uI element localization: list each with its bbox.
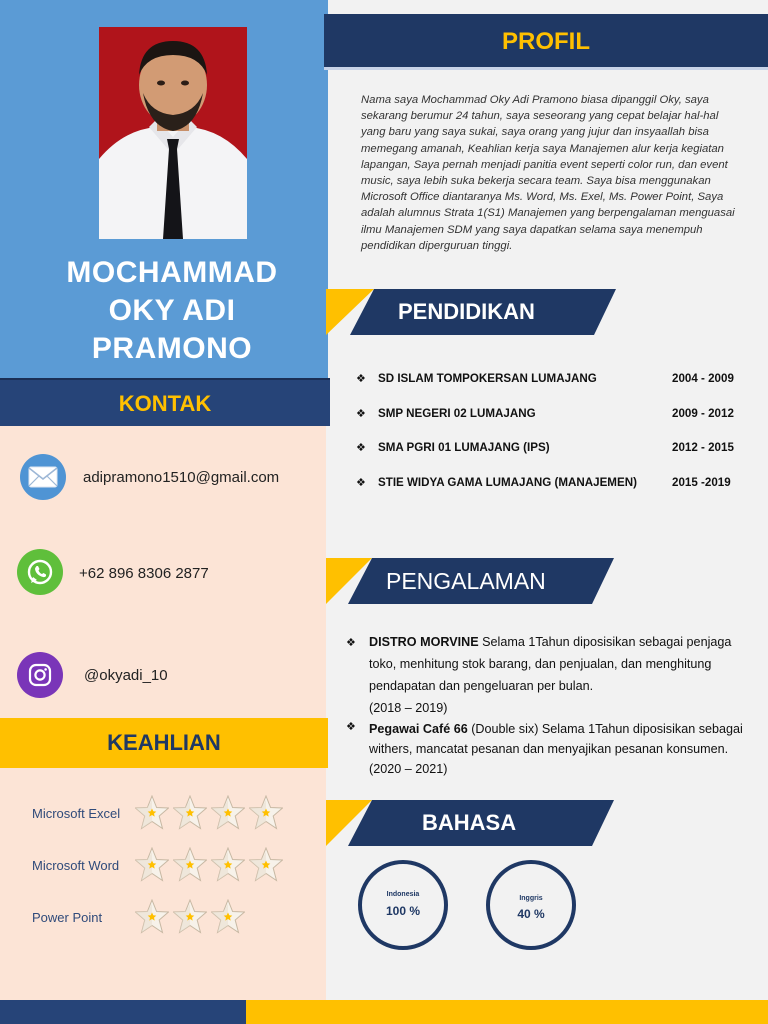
- star-icon: [135, 899, 169, 940]
- profil-paragraph: Nama saya Mochammad Oky Adi Pramono biasa dipanggil Oky, saya sekarang berumur 24 tahun, saya seseorang yang cepat belajar hal-hal yang baru yang saya sukai, saya orang yang jujur dan insyaallah bisa memegang amanah, Keahlian kerja saya Manajemen alur kerja kegiatan lapangan, Saya pernah menjadi panitia event seperti color run, dan event music, saya lebih suka bekerja secara team. Saya bisa menggunakan Microsoft Office diantaranya Ms. Word, Ms. Exel, Ms. Power Point, Saya adalah alumnus Strata 1(S1) Manajemen yang berpengalaman menguasai ilmu Manajemen SDM yang saya dapatkan selama saya menempuh pendidikan diperguruan tinggi.: [361, 94, 735, 252]
- language-circle: [486, 860, 576, 950]
- pendidikan-list: [356, 370, 756, 508]
- contact-email-row: [0, 454, 326, 502]
- school-years: 2004 - 2009: [672, 372, 734, 385]
- skill-label: Microsoft Word: [32, 858, 120, 873]
- skill-row: [0, 847, 326, 887]
- list-item: [356, 405, 756, 440]
- pengalaman-title: PENGALAMAN: [386, 568, 546, 594]
- diamond-bullet-icon: ❖: [356, 476, 366, 489]
- skill-stars: [135, 847, 283, 888]
- job-period: (2018 – 2019): [369, 701, 448, 715]
- star-icon: [211, 899, 245, 940]
- skill-label: Microsoft Excel: [32, 806, 121, 821]
- pengalaman-header: [326, 558, 614, 604]
- pendidikan-title: PENDIDIKAN: [398, 299, 535, 324]
- phone-text[interactable]: +62 896 8306 2877: [79, 565, 209, 582]
- kontak-header: [0, 378, 330, 426]
- email-text[interactable]: adipramono1510@gmail.com: [83, 469, 280, 486]
- star-icon: [173, 795, 207, 836]
- mail-icon: [20, 454, 66, 500]
- language-name: Inggris: [519, 895, 543, 902]
- keahlian-title: KEAHLIAN: [107, 730, 221, 755]
- language-name: Indonesia: [386, 891, 420, 898]
- list-item: [356, 474, 756, 509]
- job-description: Selama 1Tahun diposisikan sebagai penjaga toko, menhitung stok barang, dan penjualan, dan menghitung pendapatan dan pengeluaran per bulan.: [369, 635, 732, 693]
- whatsapp-icon: [17, 549, 63, 595]
- school-years: 2009 - 2012: [672, 406, 734, 420]
- diamond-bullet-icon: ❖: [356, 373, 366, 385]
- language-circle: [358, 860, 448, 950]
- star-icon: [135, 847, 169, 888]
- star-icon: [173, 899, 207, 940]
- star-icon: [249, 847, 283, 888]
- bahasa-header: [326, 800, 614, 846]
- footer-accent: [246, 1000, 768, 1024]
- contact-instagram-row: [0, 652, 326, 700]
- skill-label: Power Point: [32, 910, 103, 925]
- school-name: STIE WIDYA GAMA LUMAJANG (MANAJEMEN): [378, 475, 637, 489]
- diamond-bullet-icon: ❖: [356, 442, 366, 455]
- school-name: SD ISLAM TOMPOKERSAN LUMAJANG: [378, 372, 597, 385]
- star-icon: [135, 795, 169, 836]
- profil-header: [324, 14, 768, 70]
- diamond-bullet-icon: ❖: [346, 637, 356, 649]
- profile-photo: [99, 27, 247, 239]
- name-line-1: MOCHAMMAD: [66, 256, 278, 289]
- school-name: SMP NEGERI 02 LUMAJANG: [378, 406, 536, 420]
- company-name: DISTRO MORVINE: [369, 635, 479, 649]
- contact-phone-row: [0, 549, 326, 597]
- kontak-title: KONTAK: [118, 391, 212, 416]
- language-level: 40 %: [517, 907, 545, 921]
- name-line-3: PRAMONO: [91, 332, 253, 365]
- person-name: [14, 254, 330, 368]
- star-icon: [211, 847, 245, 888]
- school-name: SMA PGRI 01 LUMAJANG (IPS): [378, 441, 550, 455]
- skill-row: [0, 899, 326, 939]
- skill-stars: [135, 795, 283, 836]
- list-item: [356, 370, 756, 405]
- profil-title: PROFIL: [502, 28, 590, 55]
- name-line-2: OKY ADI: [108, 294, 236, 327]
- bahasa-title: BAHASA: [422, 810, 517, 835]
- star-icon: [249, 795, 283, 836]
- language-level: 100 %: [385, 904, 421, 918]
- skill-row: [0, 795, 326, 835]
- school-years: 2012 - 2015: [672, 441, 734, 455]
- job-description: (Double six) Selama 1Tahun diposisikan sebagai withers, mancatat pesanan dan menyajikan pesanan konsumen. (2020 – 2021): [369, 722, 743, 776]
- company-name: Pegawai Café 66: [369, 722, 468, 736]
- instagram-icon: [17, 652, 63, 698]
- star-icon: [173, 847, 207, 888]
- list-item: [356, 439, 756, 474]
- skill-stars: [135, 899, 245, 940]
- school-years: 2015 -2019: [672, 475, 731, 489]
- pendidikan-header: [326, 289, 616, 335]
- instagram-text[interactable]: @okyadi_10: [84, 667, 168, 684]
- keahlian-header: [0, 718, 328, 768]
- diamond-bullet-icon: ❖: [346, 721, 356, 733]
- diamond-bullet-icon: ❖: [356, 407, 366, 420]
- star-icon: [211, 795, 245, 836]
